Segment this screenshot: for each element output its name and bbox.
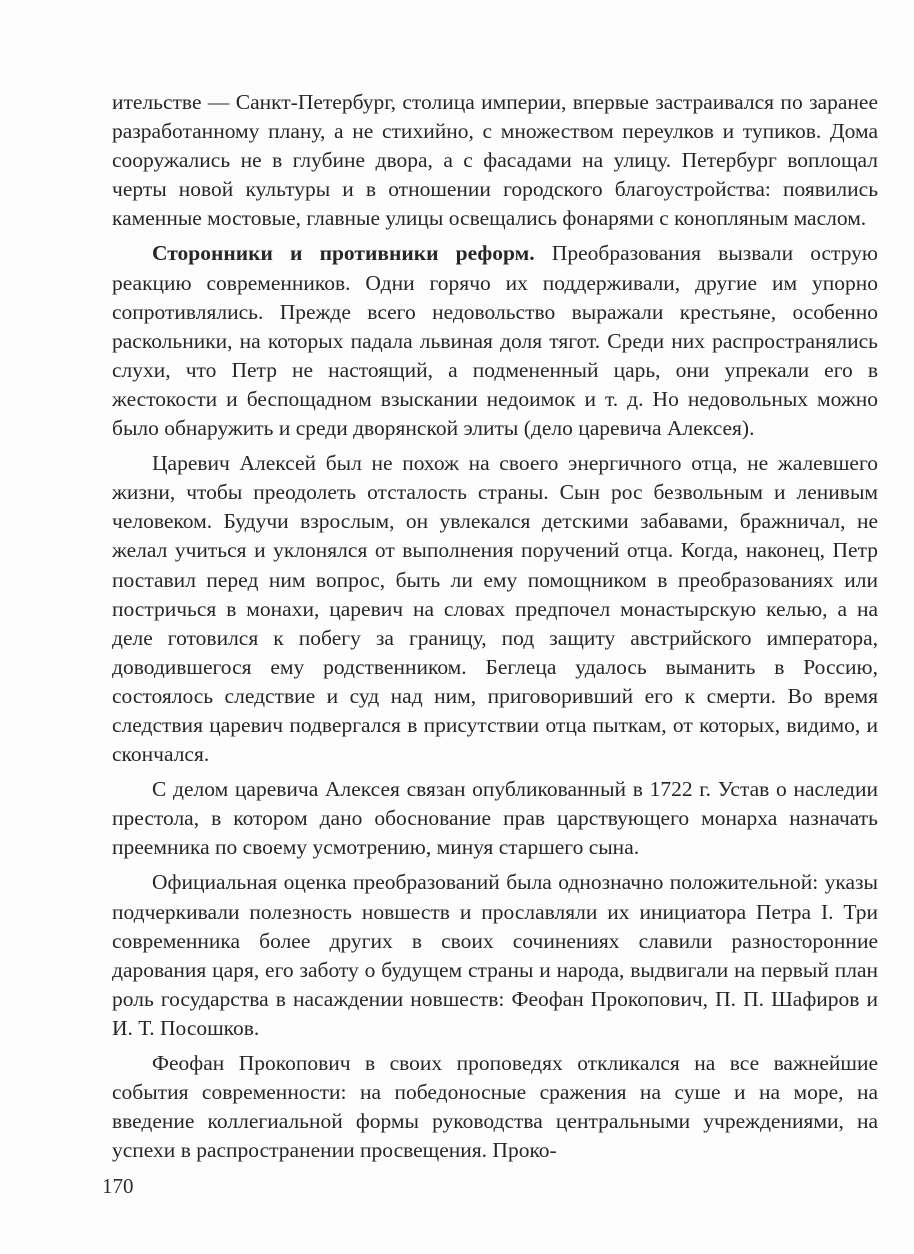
paragraph-tsarevich-alexei bbox=[112, 449, 878, 769]
section-heading: Сторонники и противники реформ. bbox=[152, 241, 535, 266]
paragraph-text: Феофан Прокопович в своих проповедях откликался на все важнейшие события современности: на победоносные сражения на суше и на море, на введение коллегиальной формы руководства центральными учреждениями, на успехи в распространении просвещения. Проко- bbox=[112, 1051, 878, 1163]
paragraph-succession-statute bbox=[112, 775, 878, 862]
paragraph-petersburg bbox=[112, 88, 878, 233]
paragraph-supporters-opponents bbox=[112, 239, 878, 443]
paragraph-official-assessment bbox=[112, 868, 878, 1043]
paragraph-feofan-prokopovich bbox=[112, 1049, 878, 1165]
paragraph-text: Преобразования вызвали острую реакцию современников. Одни горячо их поддерживали, другие им упорно сопротивлялись. Прежде всего недовольство выражали крестьяне, особенно раскольники, на которых падала львиная доля тягот. Среди них распространялись слухи, что Петр не настоящий, а подмененный царь, они упрекали его в жестокости и беспощадном взыскании недоимок и т. д. Но недовольных можно было обнаружить и среди дворянской элиты (дело царевича Алексея). bbox=[112, 241, 878, 441]
page-number: 170 bbox=[102, 1174, 134, 1198]
paragraph-text: Царевич Алексей был не похож на своего энергичного отца, не жалевшего жизни, чтобы преодолеть отсталость страны. Сын рос безвольным и ленивым человеком. Будучи взрослым, он увлекался детскими забавами, бражничал, не желал учиться и уклонялся от выполнения поручений отца. Когда, наконец, Петр поставил перед ним вопрос, быть ли ему помощником в преобразованиях или постричься в монахи, царевич на словах предпочел монастырскую келью, а на деле готовился к побегу за границу, под защиту австрийского императора, доводившегося ему родственником. Беглеца удалось выманить в Россию, состоялось следствие и суд над ним, приговоривший его к смерти. Во время следствия царевич подвергался в присутствии отца пыткам, от которых, видимо, и скончался. bbox=[112, 451, 878, 767]
paragraph-text: ительстве — Санкт-Петербург, столица империи, впервые застраивался по заранее разработанному плану, а не стихийно, с множеством переулков и тупиков. Дома сооружались не в глубине двора, а с фасадами на улицу. Петербург воплощал черты новой культуры и в отношении городского благоустройства: появились каменные мостовые, главные улицы освещались фонарями с конопляным маслом. bbox=[112, 90, 878, 231]
paragraph-text: С делом царевича Алексея связан опубликованный в 1722 г. Устав о наследии престола, в котором дано обоснование прав царствующего монарха назначать преемника по своему усмотрению, минуя старшего сына. bbox=[112, 777, 878, 860]
page-body-text bbox=[112, 88, 878, 1171]
paragraph-text: Официальная оценка преобразований была однозначно положительной: указы подчеркивали полезность новшеств и прославляли их инициатора Петра I. Три современника более других в своих сочинениях славили разносторонние дарования царя, его заботу о будущем страны и народа, выдвигали на первый план роль государства в насаждении новшеств: Феофан Прокопович, П. П. Шафиров и И. Т. Посошков. bbox=[112, 870, 878, 1040]
